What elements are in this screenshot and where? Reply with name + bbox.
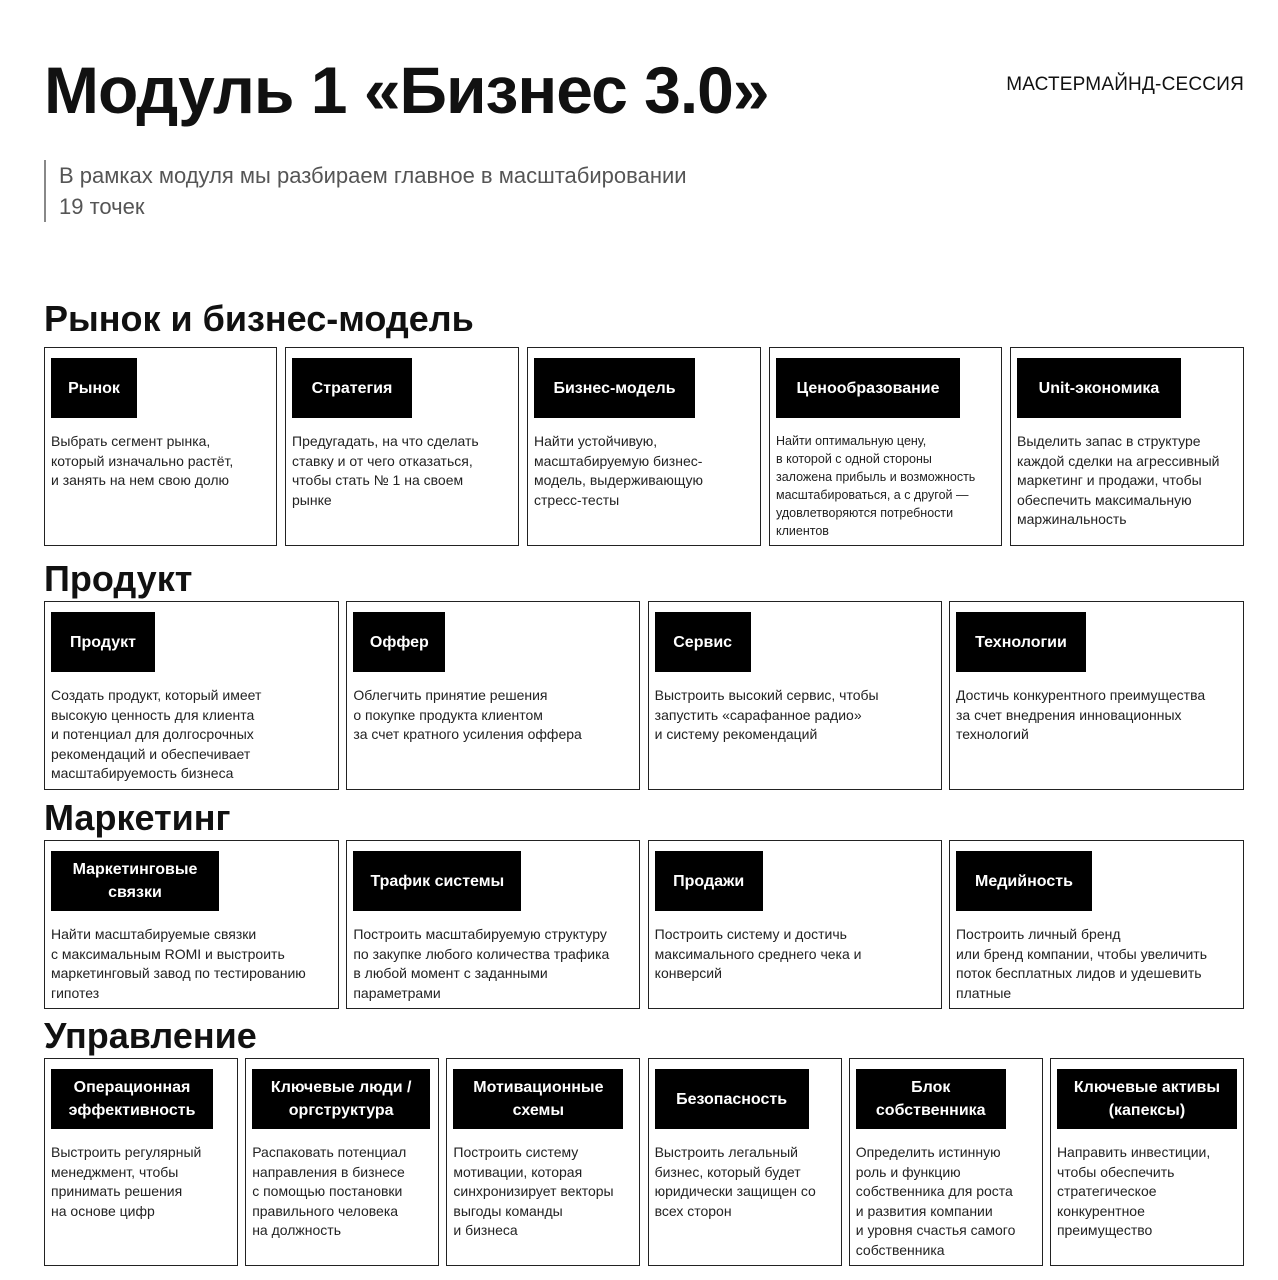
card-label: Продукт <box>51 612 155 672</box>
card-description: Выделить запас в структуре каждой сделки на агрессивный маркетинг и продажи, чтобы обеспечить максимальную маржинальность <box>1017 433 1220 527</box>
card-label: Бизнес-модель <box>534 358 695 418</box>
card-motivation-schemes <box>446 1058 640 1266</box>
card-label: Технологии <box>956 612 1086 672</box>
card-media <box>949 840 1244 1009</box>
card-offer <box>346 601 640 790</box>
section-marketing-cards <box>44 840 1244 1009</box>
card-label: Ценообразование <box>776 358 960 418</box>
card-key-assets <box>1050 1058 1244 1266</box>
card-description: Распаковать потенциал направления в бизнесе с помощью постановки правильного человека на должность <box>252 1144 407 1238</box>
card-business-model <box>527 347 761 546</box>
card-description: Построить систему и достичь максимального среднего чека и конверсий <box>654 926 862 981</box>
card-description: Достичь конкурентного преимущества за счет внедрения инновационных технологий <box>955 687 1206 742</box>
section-product-cards <box>44 601 1244 790</box>
card-description: Построить масштабируемую структуру по закупке любого количества трафика в любой момент с заданными параметрами <box>353 926 610 1001</box>
card-label: Продажи <box>655 851 763 911</box>
card-label: Мотивационные схемы <box>453 1069 623 1129</box>
card-label: Медийность <box>956 851 1092 911</box>
card-technology <box>949 601 1244 790</box>
subtitle-text: В рамках модуля мы разбираем главное в масштабировании 19 точек <box>59 163 687 219</box>
section-title-management: Управление <box>44 1015 257 1056</box>
card-market <box>44 347 277 546</box>
section-title-market: Рынок и бизнес-модель <box>44 298 474 339</box>
card-description: Направить инвестиции, чтобы обеспечить стратегическое конкурентное преимущество <box>1056 1144 1211 1238</box>
card-key-people <box>245 1058 439 1266</box>
session-tag: МАСТЕРМАЙНД-СЕССИЯ <box>1006 74 1244 95</box>
card-label: Рынок <box>51 358 137 418</box>
card-label: Оффер <box>353 612 445 672</box>
card-description: Построить личный бренд или бренд компании, чтобы увеличить поток бесплатных лидов и удешевить платные <box>955 926 1207 1001</box>
card-description: Найти устойчивую, масштабируемую бизнес- модель, выдерживающую стресс-тесты <box>534 433 704 508</box>
card-label: Unit-экономика <box>1017 358 1181 418</box>
card-description: Выстроить регулярный менеджмент, чтобы принимать решения на основе цифр <box>51 1144 202 1219</box>
card-pricing <box>769 347 1002 546</box>
card-description: Найти оптимальную цену, в которой с одной стороны заложена прибыль и возможность масштабироваться, а с другой — удовлетворяются потребности клиентов <box>776 434 976 538</box>
card-label: Трафик системы <box>353 851 521 911</box>
card-description: Определить истинную роль и функцию собственника для роста и развития компании и уровня счастья самого собственника <box>855 1144 1016 1258</box>
card-unit-economics <box>1010 347 1244 546</box>
card-description: Найти масштабируемые связки с максимальным ROMI и выстроить маркетинговый завод по тестированию гипотез <box>51 926 306 1001</box>
section-title-marketing: Маркетинг <box>44 797 231 838</box>
card-product <box>44 601 339 790</box>
subtitle <box>44 160 779 222</box>
card-label: Ключевые активы (капексы) <box>1057 1069 1237 1129</box>
card-owner-block <box>849 1058 1043 1266</box>
section-management-cards <box>44 1058 1244 1266</box>
section-title-product: Продукт <box>44 558 193 599</box>
card-label: Стратегия <box>292 358 412 418</box>
card-label: Маркетинговые связки <box>51 851 219 911</box>
card-description: Выстроить высокий сервис, чтобы запустить «сарафанное радио» и систему рекомендаций <box>654 687 879 742</box>
card-description: Создать продукт, который имеет высокую ценность для клиента и потенциал для долгосрочных рекомендаций и обеспечивает масштабируемость бизнеса <box>51 687 262 781</box>
card-strategy <box>285 347 519 546</box>
card-operational-efficiency <box>44 1058 238 1266</box>
card-description: Выбрать сегмент рынка, который изначально растёт, и занять на нем свою долю <box>51 433 234 488</box>
card-label: Блок собственника <box>856 1069 1006 1129</box>
section-market-cards <box>44 347 1244 546</box>
card-label: Ключевые люди / оргструктура <box>252 1069 430 1129</box>
card-label: Операционная эффективность <box>51 1069 213 1129</box>
card-label: Безопасность <box>655 1069 809 1129</box>
card-service <box>648 601 942 790</box>
card-description: Выстроить легальный бизнес, который будет юридически защищен со всех сторон <box>654 1144 816 1219</box>
card-description: Облегчить принятие решения о покупке продукта клиентом за счет кратного усиления оффера <box>353 687 582 742</box>
card-marketing-links <box>44 840 339 1009</box>
card-label: Сервис <box>655 612 751 672</box>
page-title: Модуль 1 «Бизнес 3.0» <box>44 53 769 127</box>
card-traffic-systems <box>346 840 640 1009</box>
card-security <box>648 1058 842 1266</box>
card-description: Построить систему мотивации, которая синхронизирует векторы выгоды команды и бизнеса <box>453 1144 614 1238</box>
card-description: Предугадать, на что сделать ставку и от чего отказаться, чтобы стать № 1 на своем рынке <box>292 433 479 508</box>
card-sales <box>648 840 942 1009</box>
